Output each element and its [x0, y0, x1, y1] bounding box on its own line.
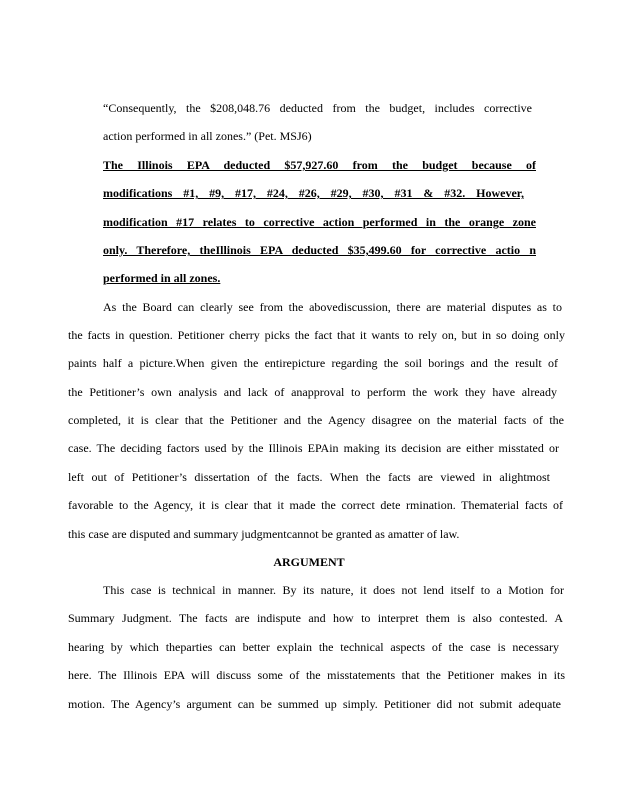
paragraph2-line-5: motion. The Agency’s argument can be summed up simply. Petitioner did not submit adequate: [68, 697, 561, 711]
paragraph1-line-4: the Petitioner’s own analysis and lack of anapproval to perform the work they have already: [68, 385, 557, 399]
paragraph2-line-3: hearing by which theparties can better explain the technical aspects of the case is necessary: [68, 640, 559, 654]
paragraph2-line-4: here. The Illinois EPA will discuss some of the misstatements that the Petitioner makes in its: [68, 668, 565, 682]
paragraph1-line-6: case. The deciding factors used by the Illinois EPAin making its decision are either misstated or: [68, 441, 559, 455]
bold-line-5: performed in all zones.: [103, 271, 221, 285]
paragraph1-line-9: this case are disputed and summary judgmentcannot be granted as amatter of law.: [68, 527, 460, 541]
paragraph1-line-2: the facts in question. Petitioner cherry picks the fact that it wants to rely on, but in so doing only: [68, 328, 565, 342]
paragraph1-line-8: favorable to the Agency, it is clear that it made the correct dete rmination. Thematerial facts of: [68, 498, 563, 512]
quote-line-1: “Consequently, the $208,048.76 deducted from the budget, includes corrective: [103, 101, 532, 115]
bold-line-1: The Illinois EPA deducted $57,927.60 from the budget because of: [103, 158, 536, 172]
paragraph1-line-1: As the Board can clearly see from the abovediscussion, there are material disputes as to: [103, 300, 562, 314]
bold-line-3: modification #17 relates to corrective action performed in the orange zone: [103, 215, 536, 229]
bold-line-2: modifications #1, #9, #17, #24, #26, #29, #30, #31 & #32. However,: [103, 186, 524, 200]
argument-heading: ARGUMENT: [273, 555, 345, 569]
paragraph1-line-5: completed, it is clear that the Petitioner and the Agency disagree on the material facts of the: [68, 413, 564, 427]
paragraph2-line-1: This case is technical in manner. By its nature, it does not lend itself to a Motion for: [103, 583, 564, 597]
bold-line-4: only. Therefore, theIllinois EPA deducted $35,499.60 for corrective actio n: [103, 243, 536, 257]
paragraph1-line-7: left out of Petitioner’s dissertation of the facts. When the facts are viewed in alightmost: [68, 470, 550, 484]
quote-line-2: action performed in all zones.” (Pet. MSJ6): [103, 129, 312, 143]
paragraph1-line-3: paints half a picture.When given the entirepicture regarding the soil borings and the result of: [68, 356, 558, 370]
paragraph2-line-2: Summary Judgment. The facts are indispute and how to interpret them is also contested. A: [68, 611, 563, 625]
